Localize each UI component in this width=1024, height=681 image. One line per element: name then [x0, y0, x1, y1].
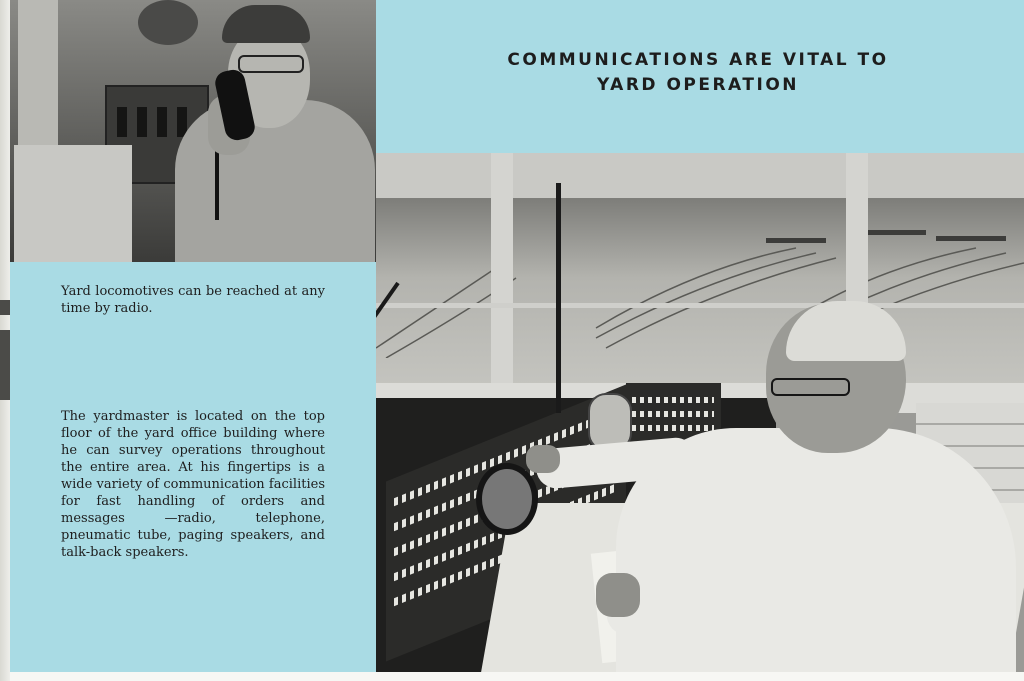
headline-line-2: YARD OPERATION	[596, 75, 799, 95]
photo-switch-row	[632, 425, 714, 431]
photo-switch-row	[632, 411, 714, 417]
page-edge-strip	[0, 330, 10, 400]
photo-panel-slot	[137, 107, 147, 137]
photo-panel-slot	[117, 107, 127, 137]
photo-man-hand	[526, 445, 560, 473]
photo-yardmaster-console	[376, 153, 1024, 672]
headline-line-1: COMMUNICATIONS ARE VITAL TO	[507, 50, 889, 70]
photo-sky	[376, 153, 1024, 198]
caption-yardmaster: The yardmaster is located on the top floor of the yard office building where he can survey operations throughout the entire area. At his fingertips is a wide variety of communication facilities for fast handling of orders and messages —radio, telephone, pneumatic tube, paging speakers, and talk-back speakers.	[61, 409, 325, 560]
photo-yard-tracks	[376, 208, 1024, 358]
photo-window-frame	[491, 153, 513, 398]
photo-window-rail	[376, 303, 1024, 308]
photo-man-cap	[222, 5, 310, 43]
caption-radio: Yard locomotives can be reached at any time by radio.	[61, 284, 325, 316]
photo-panel-slot	[157, 107, 167, 137]
photo-man-hand	[596, 573, 640, 617]
photo-cabinet	[14, 145, 132, 262]
page-edge	[0, 0, 10, 681]
photo-switch-row	[632, 397, 714, 403]
photo-magnifier	[476, 463, 538, 535]
photo-window	[18, 0, 58, 150]
photo-man-on-telephone	[10, 0, 376, 262]
page-headline	[378, 48, 1018, 98]
photo-mic-stand	[556, 183, 561, 413]
page-bottom-edge	[10, 672, 1024, 681]
page-edge-strip	[0, 300, 10, 315]
photo-man-glasses	[238, 55, 304, 73]
photo-dial	[138, 0, 198, 45]
photo-man-glasses	[771, 378, 850, 396]
